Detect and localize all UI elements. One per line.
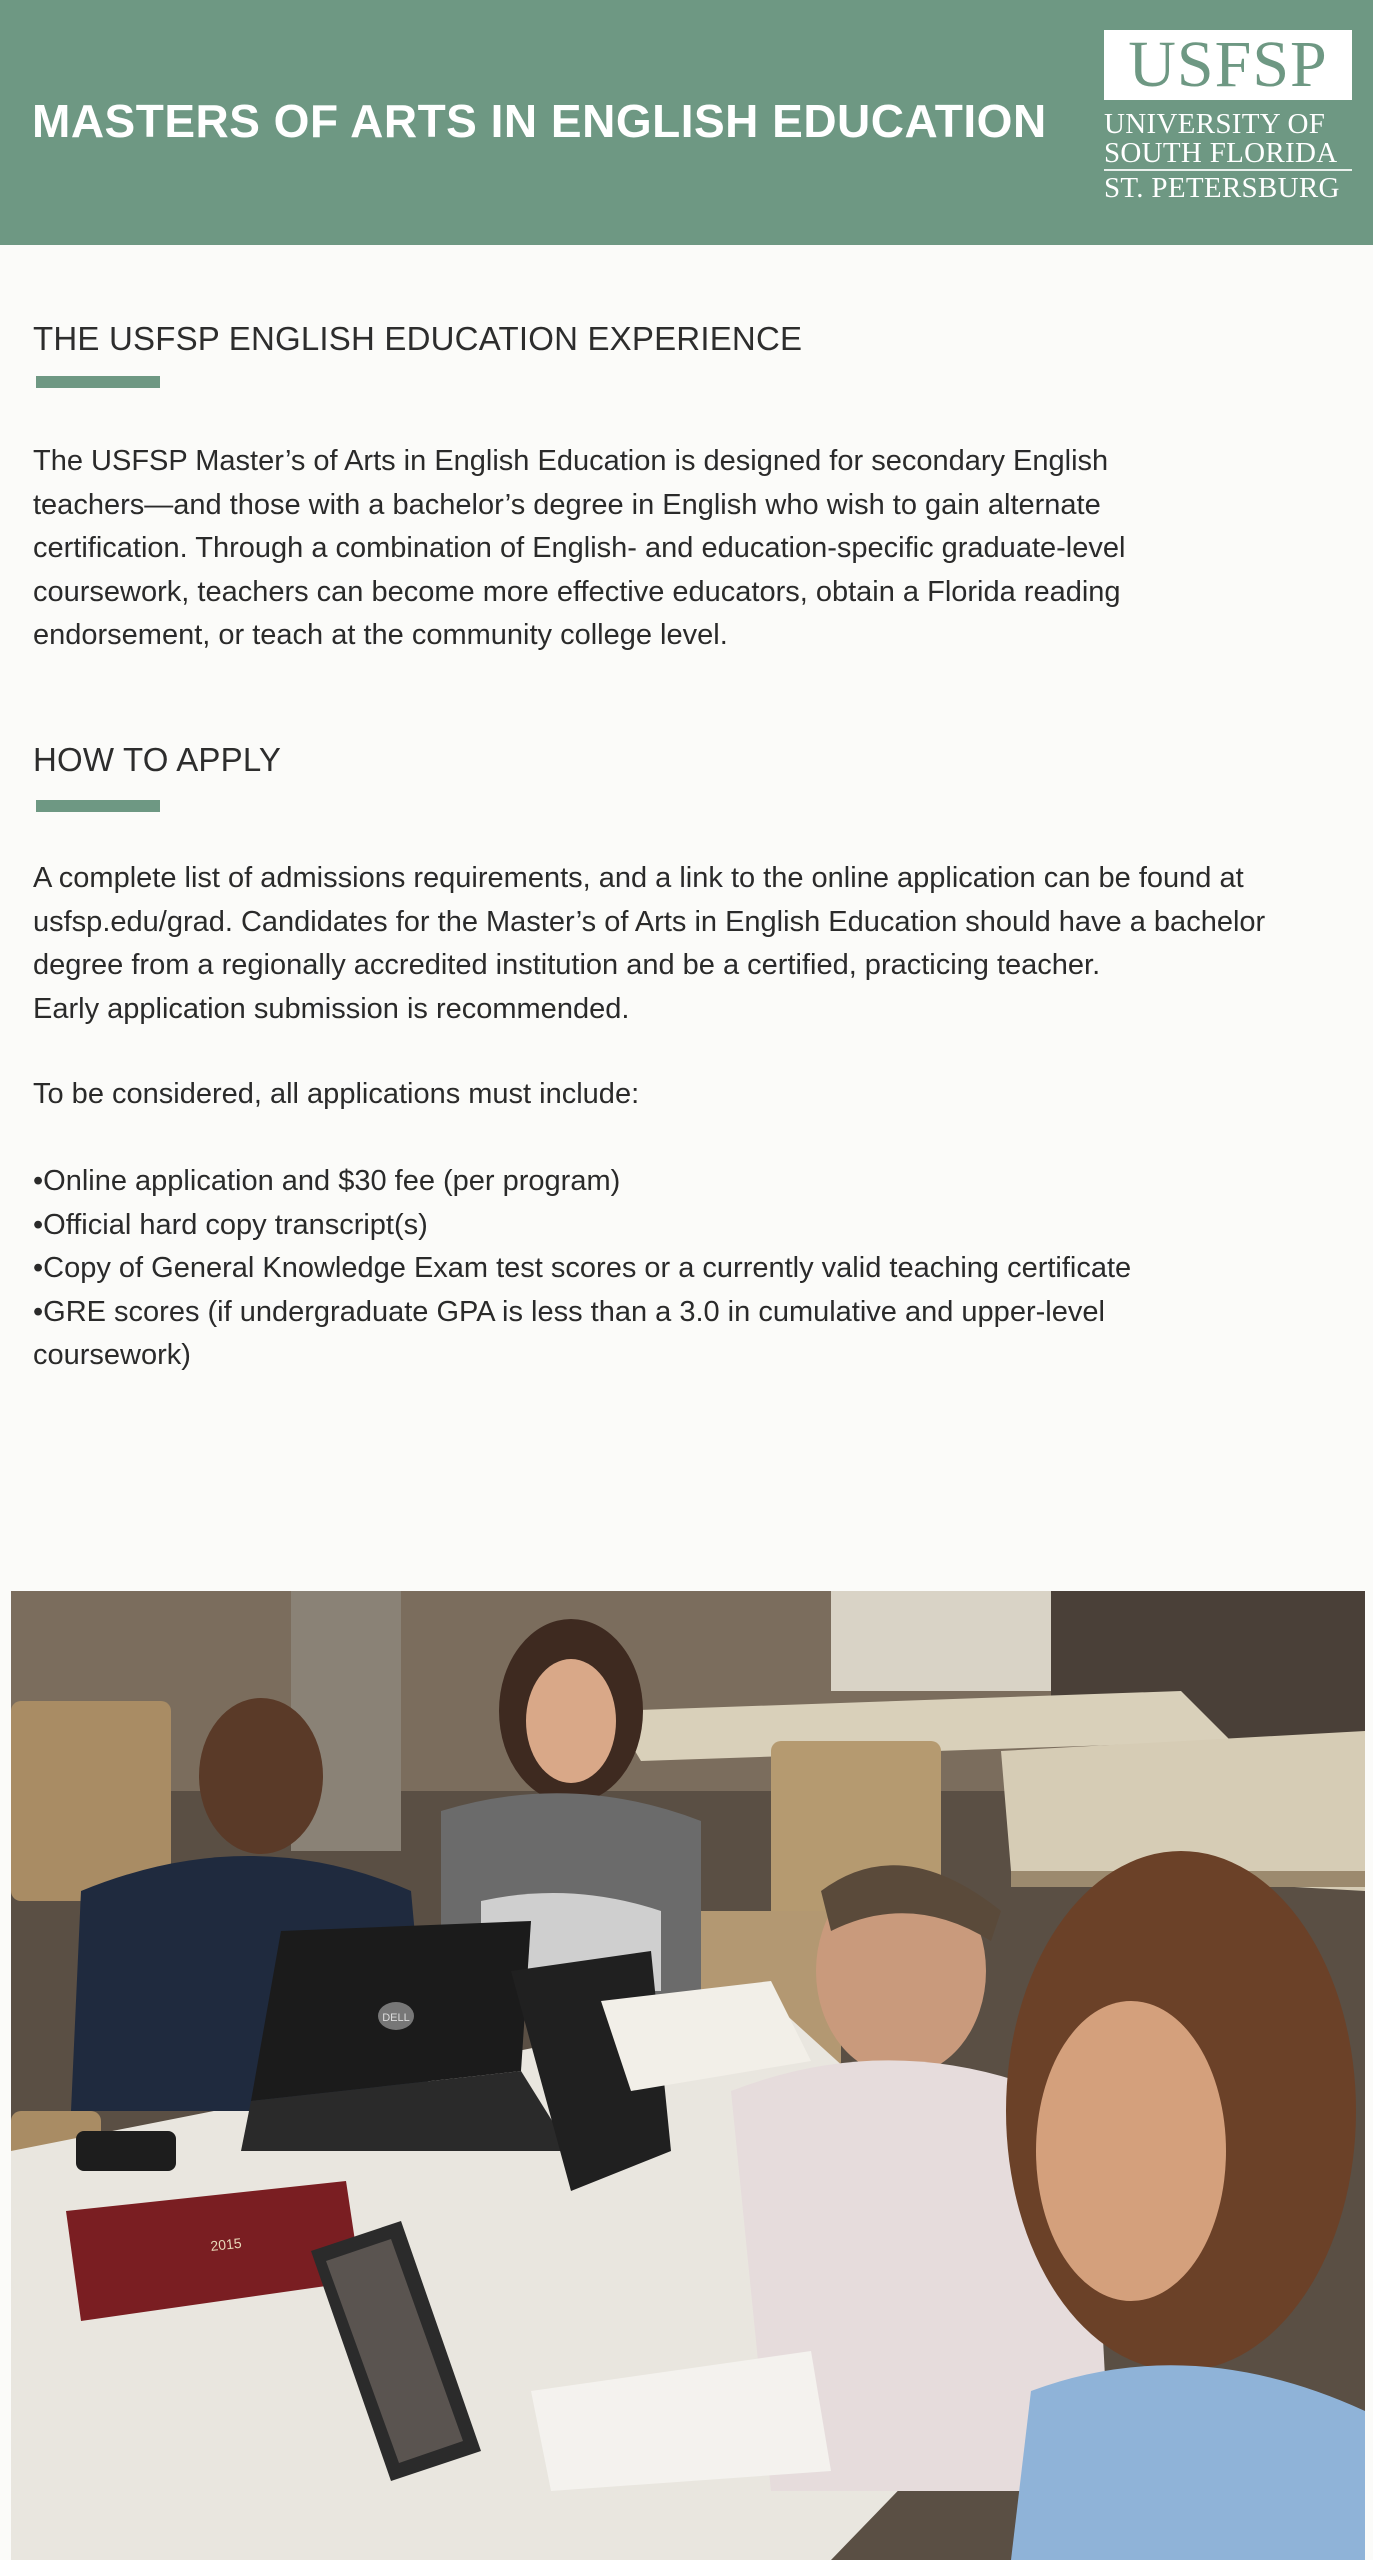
usfsp-logo[interactable] [1104, 30, 1352, 203]
experience-line: teachers—and those with a bachelor’s degree in English who wish to gain alternate [33, 488, 1101, 521]
apply-line: usfsp.edu/grad. Candidates for the Master’s of Arts in English Education should have a bachelor [33, 905, 1266, 938]
page-title: MASTERS OF ARTS IN ENGLISH EDUCATION [32, 95, 1047, 147]
requirements-intro: To be considered, all applications must include: [33, 1078, 640, 1110]
header-banner [0, 0, 1373, 245]
logo-abbr: USFSP [1104, 30, 1352, 100]
experience-heading: THE USFSP ENGLISH EDUCATION EXPERIENCE [33, 320, 803, 357]
requirement-item: • Official hard copy transcript(s) [33, 1204, 1333, 1248]
experience-line: coursework, teachers can become more effective educators, obtain a Florida reading [33, 575, 1121, 608]
apply-line: degree from a regionally accredited institution and be a certified, practicing teacher. [33, 949, 1101, 981]
apply-heading: HOW TO APPLY [33, 741, 282, 778]
book-label: 2015 [209, 2234, 243, 2254]
laptop-logo: DELL [382, 2012, 410, 2024]
requirement-item: • Online application and $30 fee (per program) [33, 1160, 1333, 1204]
logo-line-2: SOUTH FLORIDA [1104, 137, 1338, 169]
requirements-list [33, 1160, 1333, 1378]
apply-accent-bar [36, 800, 160, 812]
logo-line-1: UNIVERSITY OF [1104, 108, 1326, 140]
apply-line: A complete list of admissions requirements, and a link to the online application can be found at [33, 862, 1244, 894]
logo-divider [1104, 169, 1352, 171]
requirement-item: • Copy of General Knowledge Exam test scores or a currently valid teaching certificate [33, 1247, 1333, 1291]
experience-line: The USFSP Master’s of Arts in English Education is designed for secondary English [33, 445, 1109, 477]
logo-line-3: ST. PETERSBURG [1104, 172, 1340, 204]
experience-paragraph [33, 440, 1333, 658]
experience-accent-bar [36, 376, 160, 388]
apply-line: Early application submission is recommended. [33, 992, 630, 1025]
students-photo [11, 1591, 1365, 2560]
experience-line: certification. Through a combination of English- and education-specific graduate-level [33, 532, 1126, 564]
requirement-item: • GRE scores (if undergraduate GPA is less than a 3.0 in cumulative and upper-level coursework) [33, 1291, 1233, 1378]
apply-paragraph [33, 857, 1333, 1031]
experience-line: endorsement, or teach at the community college level. [33, 619, 728, 651]
